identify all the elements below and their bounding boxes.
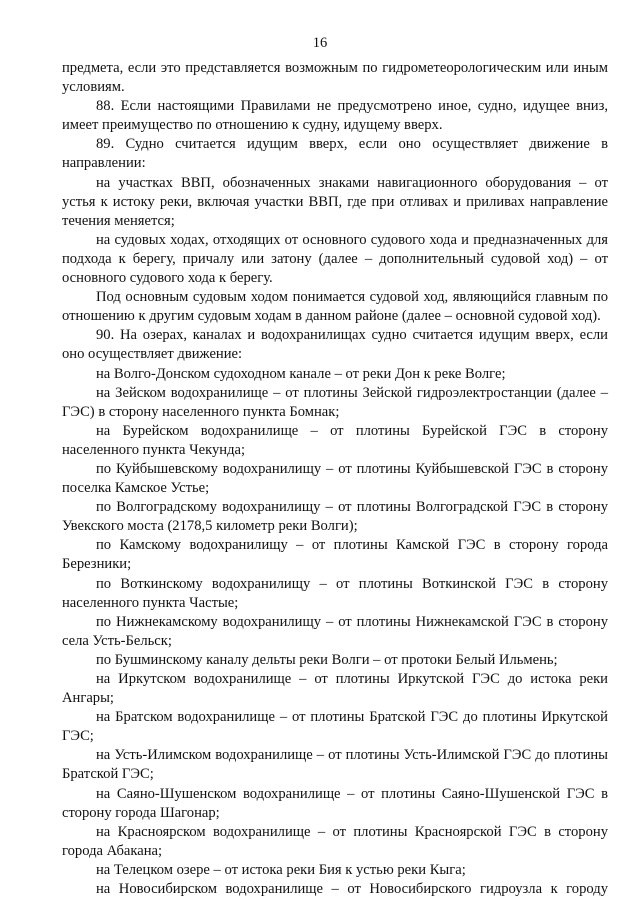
paragraph: на судовых ходах, отходящих от основного судового хода и предназначенных для подхода к берегу, причалу или затону (далее – дополнительный судовой ход) – от основного судового хода к берегу.	[62, 231, 608, 287]
paragraph: 88. Если настоящими Правилами не предусмотрено иное, судно, идущее вниз, имеет преимущество по отношению к судну, идущему вверх.	[62, 98, 608, 134]
paragraph: 89. Судно считается идущим вверх, если оно осуществляет движение в направлении:	[62, 136, 608, 172]
paragraph: по Куйбышевскому водохранилищу – от плотины Куйбышевской ГЭС в сторону поселка Камское Устье;	[62, 460, 608, 497]
paragraph: на Иркутском водохранилище – от плотины Иркутской ГЭС до истока реки Ангары;	[62, 671, 608, 707]
paragraph: Под основным судовым ходом понимается судовой ход, являющийся главным по отношению к другим судовым ходам в данном районе (далее – основной судовой ход).	[62, 289, 608, 325]
paragraph: по Воткинскому водохранилищу – от плотины Воткинской ГЭС в сторону населенного пункта Частые;	[62, 575, 608, 611]
page-number: 16	[312, 35, 328, 51]
paragraph: по Волгоградскому водохранилищу – от плотины Волгоградской ГЭС в сторону Увекского моста (2178,5 километр реки Волги);	[62, 499, 608, 535]
paragraph: на Красноярском водохранилище – от плотины Красноярской ГЭС в сторону города Абакана;	[62, 823, 608, 859]
paragraph: на Братском водохранилище – от плотины Братской ГЭС до плотины Иркутской ГЭС;	[62, 709, 608, 745]
paragraph: на Волго-Донском судоходном канале – от реки Дон к реке Волге;	[96, 365, 506, 382]
paragraph: 90. На озерах, каналах и водохранилищах судно считается идущим вверх, если оно осуществляет движение:	[62, 327, 608, 363]
paragraph: на Зейском водохранилище – от плотины Зейской гидроэлектростанции (далее – ГЭС) в сторону населенного пункта Бомнак;	[62, 384, 608, 420]
paragraph: на Новосибирском водохранилище – от Новосибирского гидроузла к городу	[96, 881, 608, 898]
paragraph: на Саяно-Шушенском водохранилище – от плотины Саяно-Шушенской ГЭС в сторону города Шагонар;	[62, 785, 608, 821]
paragraph: на Телецком озере – от истока реки Бия к устью реки Кыга;	[96, 861, 466, 878]
document-body	[62, 59, 608, 899]
paragraph: на Бурейском водохранилище – от плотины Бурейской ГЭС в сторону населенного пункта Чекунда;	[62, 422, 608, 458]
paragraph: предмета, если это представляется возможным по гидрометеорологическим или иным условиям.	[62, 60, 608, 96]
paragraph: по Нижнекамскому водохранилищу – от плотины Нижнекамской ГЭС в сторону села Усть-Бельск;	[62, 613, 608, 649]
paragraph: на участках ВВП, обозначенных знаками навигационного оборудования – от устья к истоку реки, включая участки ВВП, где при отливах и приливах направление течения меняется;	[62, 174, 608, 229]
paragraph: по Бушминскому каналу дельты реки Волги – от протоки Белый Ильмень;	[96, 651, 558, 668]
paragraph: на Усть-Илимском водохранилище – от плотины Усть-Илимской ГЭС до плотины Братской ГЭС;	[62, 747, 608, 783]
paragraph: по Камскому водохранилищу – от плотины Камской ГЭС в сторону города Березники;	[62, 537, 608, 573]
